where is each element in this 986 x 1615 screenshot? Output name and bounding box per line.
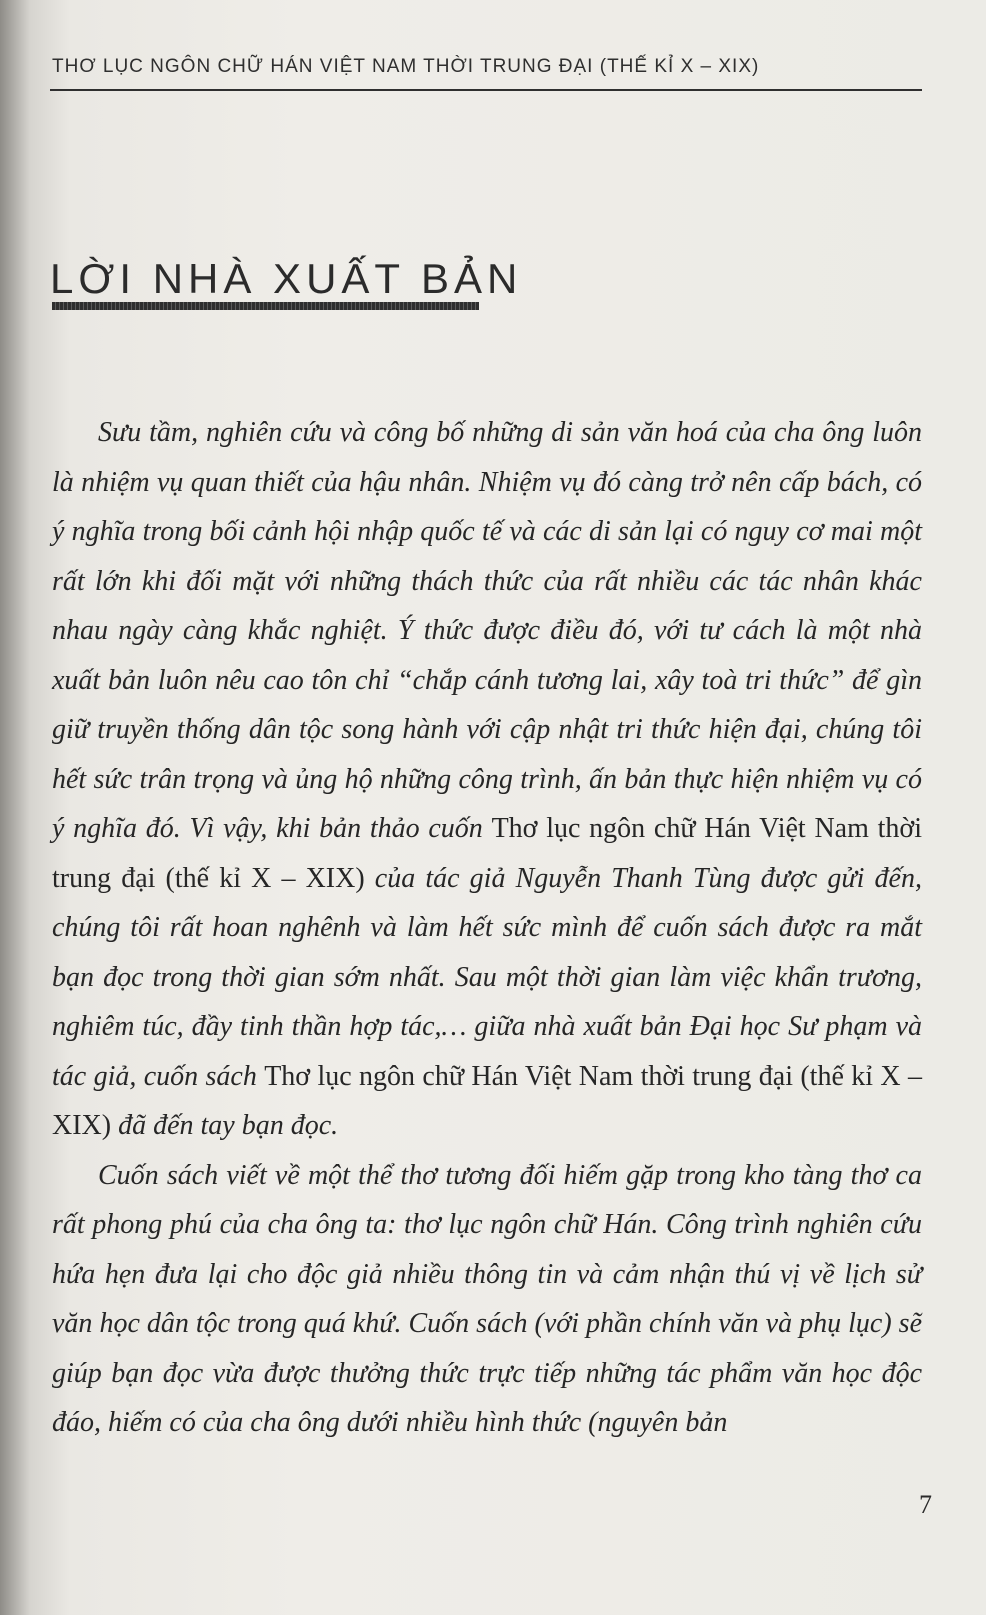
section-title: LỜI NHÀ XUẤT BẢN	[50, 255, 523, 302]
header-rule	[50, 89, 922, 91]
paragraph-1	[52, 408, 922, 1151]
book-title-2: Thơ lục ngôn chữ Hán Việt Nam thời trung đại (thế kỉ X – XIX)	[52, 1060, 922, 1141]
paragraph-1-part-1: Sưu tầm, nghiên cứu và công bố những di sản văn hoá của cha ông luôn là nhiệm vụ quan thiết của hậu nhân. Nhiệm vụ đó càng trở nên cấp bách, có ý nghĩa trong bối cảnh hội nhập quốc tế và các di sản lại có nguy cơ mai một rất lớn khi đối mặt với những thách thức của rất nhiều các tác nhân khác nhau ngày càng khắc nghiệt. Ý thức được điều đó, với tư cách là một nhà xuất bản luôn nêu cao tôn chỉ “chắp cánh tương lai, xây toà tri thức” để gìn giữ truyền thống dân tộc song hành với cập nhật tri thức hiện đại, chúng tôi hết sức trân trọng và ủng hộ những công trình, ấn bản thực hiện nhiệm vụ có ý nghĩa đó. Vì vậy, khi bản thảo cuốn	[52, 417, 922, 844]
body-text	[52, 408, 922, 1448]
running-header: THƠ LỤC NGÔN CHỮ HÁN VIỆT NAM THỜI TRUNG ĐẠI (THẾ KỈ X – XIX)	[52, 56, 760, 77]
paragraph-1-part-2: của tác giả Nguyễn Thanh Tùng được gửi đến, chúng tôi rất hoan nghênh và làm hết sức mình để cuốn sách được ra mắt bạn đọc trong thời gian sớm nhất. Sau một thời gian làm việc khẩn trương, nghiêm túc, đầy tinh thần hợp tác,… giữa nhà xuất bản Đại học Sư phạm và tác giả, cuốn sách	[52, 862, 922, 1092]
paragraph-1-part-3: đã đến tay bạn đọc.	[111, 1110, 339, 1141]
paragraph-2-text: Cuốn sách viết về một thể thơ tương đối hiếm gặp trong kho tàng thơ ca rất phong phú của cha ông ta: thơ lục ngôn chữ Hán. Công trình nghiên cứu hứa hẹn đưa lại cho độc giả nhiều thông tin và cảm nhận thú vị về lịch sử văn học dân tộc trong quá khứ. Cuốn sách (với phần chính văn và phụ lục) sẽ giúp bạn đọc vừa được thưởng thức trực tiếp những tác phẩm văn học độc đáo, hiếm có của cha ông dưới nhiều hình thức (nguyên bản	[52, 1159, 922, 1438]
page-number: 7	[919, 1490, 932, 1519]
paragraph-2	[52, 1151, 922, 1448]
title-underline-bar	[52, 302, 479, 310]
book-title-1: Thơ lục ngôn chữ Hán Việt Nam thời trung đại (thế kỉ X – XIX)	[52, 813, 922, 894]
